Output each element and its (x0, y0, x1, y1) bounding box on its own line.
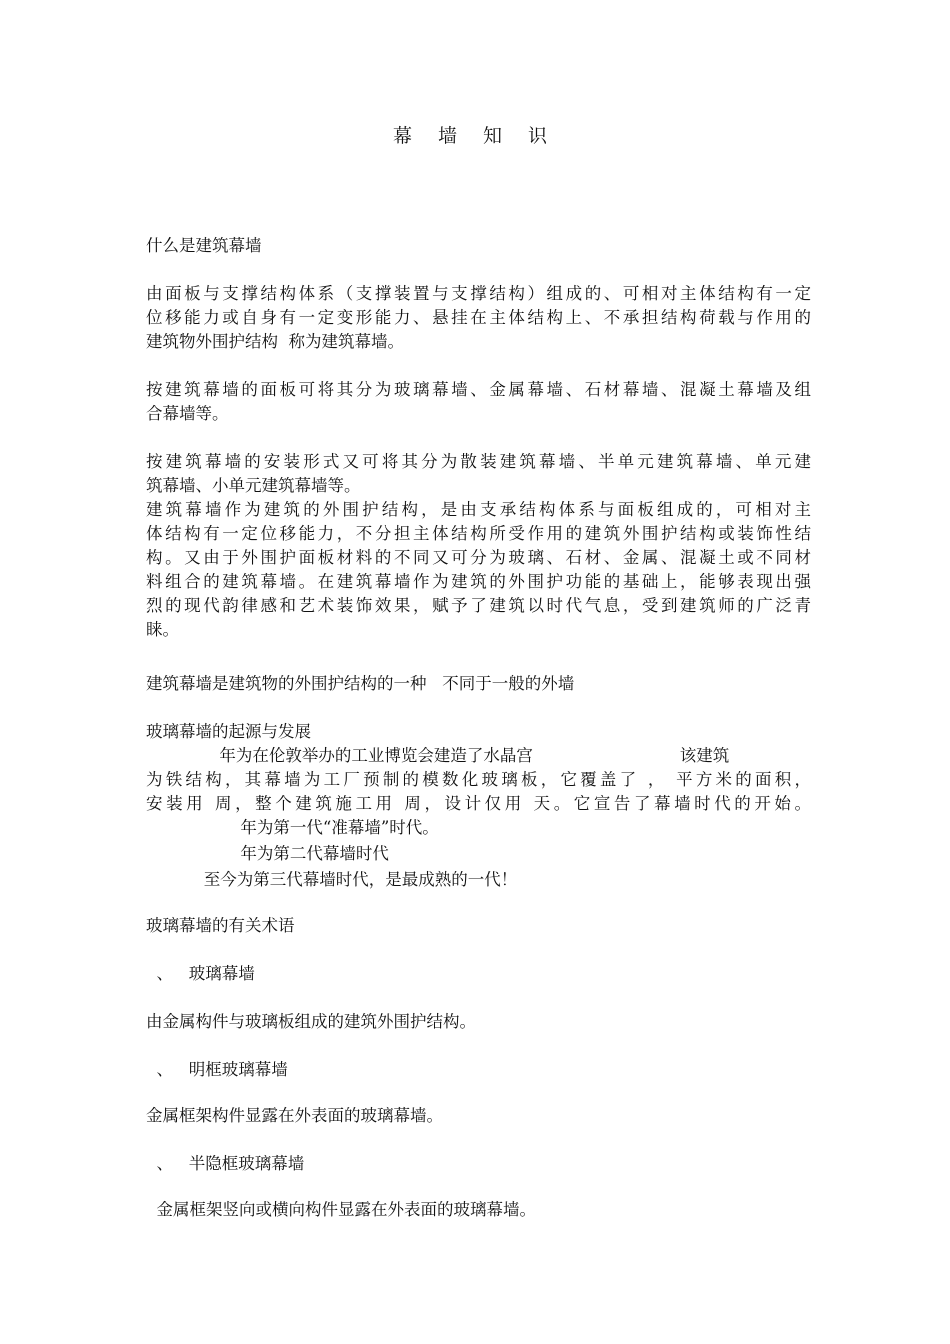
description-line-4: 料组合的建筑幕墙。在建筑幕墙作为建筑的外围护功能的基础上，能够表现出强 (146, 572, 811, 591)
history-generation-1: 年为第一代“准幕墙”时代。 (146, 818, 439, 837)
heading-what-is-curtain-wall: 什么是建筑幕墙 (146, 236, 262, 255)
history-generation-2: 年为第二代幕墙时代 (146, 844, 389, 863)
term-3-heading: 、 半隐框玻璃幕墙 (146, 1154, 305, 1173)
install-types-line-2: 筑幕墙、小单元建筑幕墙等。 (146, 476, 361, 495)
definition-line-1: 由面板与支撑结构体系（支撑装置与支撑结构）组成的、可相对主体结构有一定 (146, 284, 811, 303)
history-line-3: 安装用 周，整个建筑施工用 周，设计仅用 天。它宣告了幕墙时代的开始。 (146, 794, 811, 813)
description-line-1: 建筑幕墙作为建筑的外围护结构，是由支承结构体系与面板组成的，可相对主 (146, 500, 811, 519)
panel-types-line-2: 合幕墙等。 (146, 404, 229, 423)
term-3-definition: 金属框架竖向或横向构件显露在外表面的玻璃幕墙。 (146, 1200, 536, 1219)
definition-line-3: 建筑物外围护结构 称为建筑幕墙。 (146, 332, 404, 351)
history-generation-3: 至今为第三代幕墙时代，是最成熟的一代！ (146, 870, 518, 889)
description-line-2: 体结构有一定位移能力，不分担主体结构所受作用的建筑外围护结构或装饰性结 (146, 524, 811, 543)
heading-origin-development: 玻璃幕墙的起源与发展 (146, 722, 311, 741)
term-2-heading: 、 明框玻璃幕墙 (146, 1060, 288, 1079)
term-1-heading: 、 玻璃幕墙 (146, 964, 255, 983)
description-line-6: 睐。 (146, 620, 179, 639)
history-line-2: 为铁结构，其幕墙为工厂预制的模数化玻璃板，它覆盖了 ， 平方米的面积， (146, 770, 811, 789)
term-2-definition: 金属框架构件显露在外表面的玻璃幕墙。 (146, 1106, 443, 1125)
term-1-definition: 由金属构件与玻璃板组成的建筑外围护结构。 (146, 1012, 476, 1031)
install-types-line-1: 按建筑幕墙的安装形式又可将其分为散装建筑幕墙、半单元建筑幕墙、单元建 (146, 452, 811, 471)
heading-terminology: 玻璃幕墙的有关术语 (146, 916, 295, 935)
definition-line-2: 位移能力或自身有一定变形能力、悬挂在主体结构上、不承担结构荷载与作用的 (146, 308, 811, 327)
description-line-5: 烈的现代韵律感和艺术装饰效果，赋予了建筑以时代气息，受到建筑师的广泛青 (146, 596, 811, 615)
description-line-3: 构。又由于外围护面板材料的不同又可分为玻璃、石材、金属、混凝土或不同材 (146, 548, 811, 567)
history-line-1: 年为在伦敦举办的工业博览会建造了水晶宫 该建筑 (146, 746, 730, 765)
summary-line: 建筑幕墙是建筑物的外围护结构的一种 不同于一般的外墙 (146, 674, 575, 693)
document-title: 幕 墙 知 识 (392, 125, 558, 147)
panel-types-line-1: 按建筑幕墙的面板可将其分为玻璃幕墙、金属幕墙、石材幕墙、混凝土幕墙及组 (146, 380, 811, 399)
